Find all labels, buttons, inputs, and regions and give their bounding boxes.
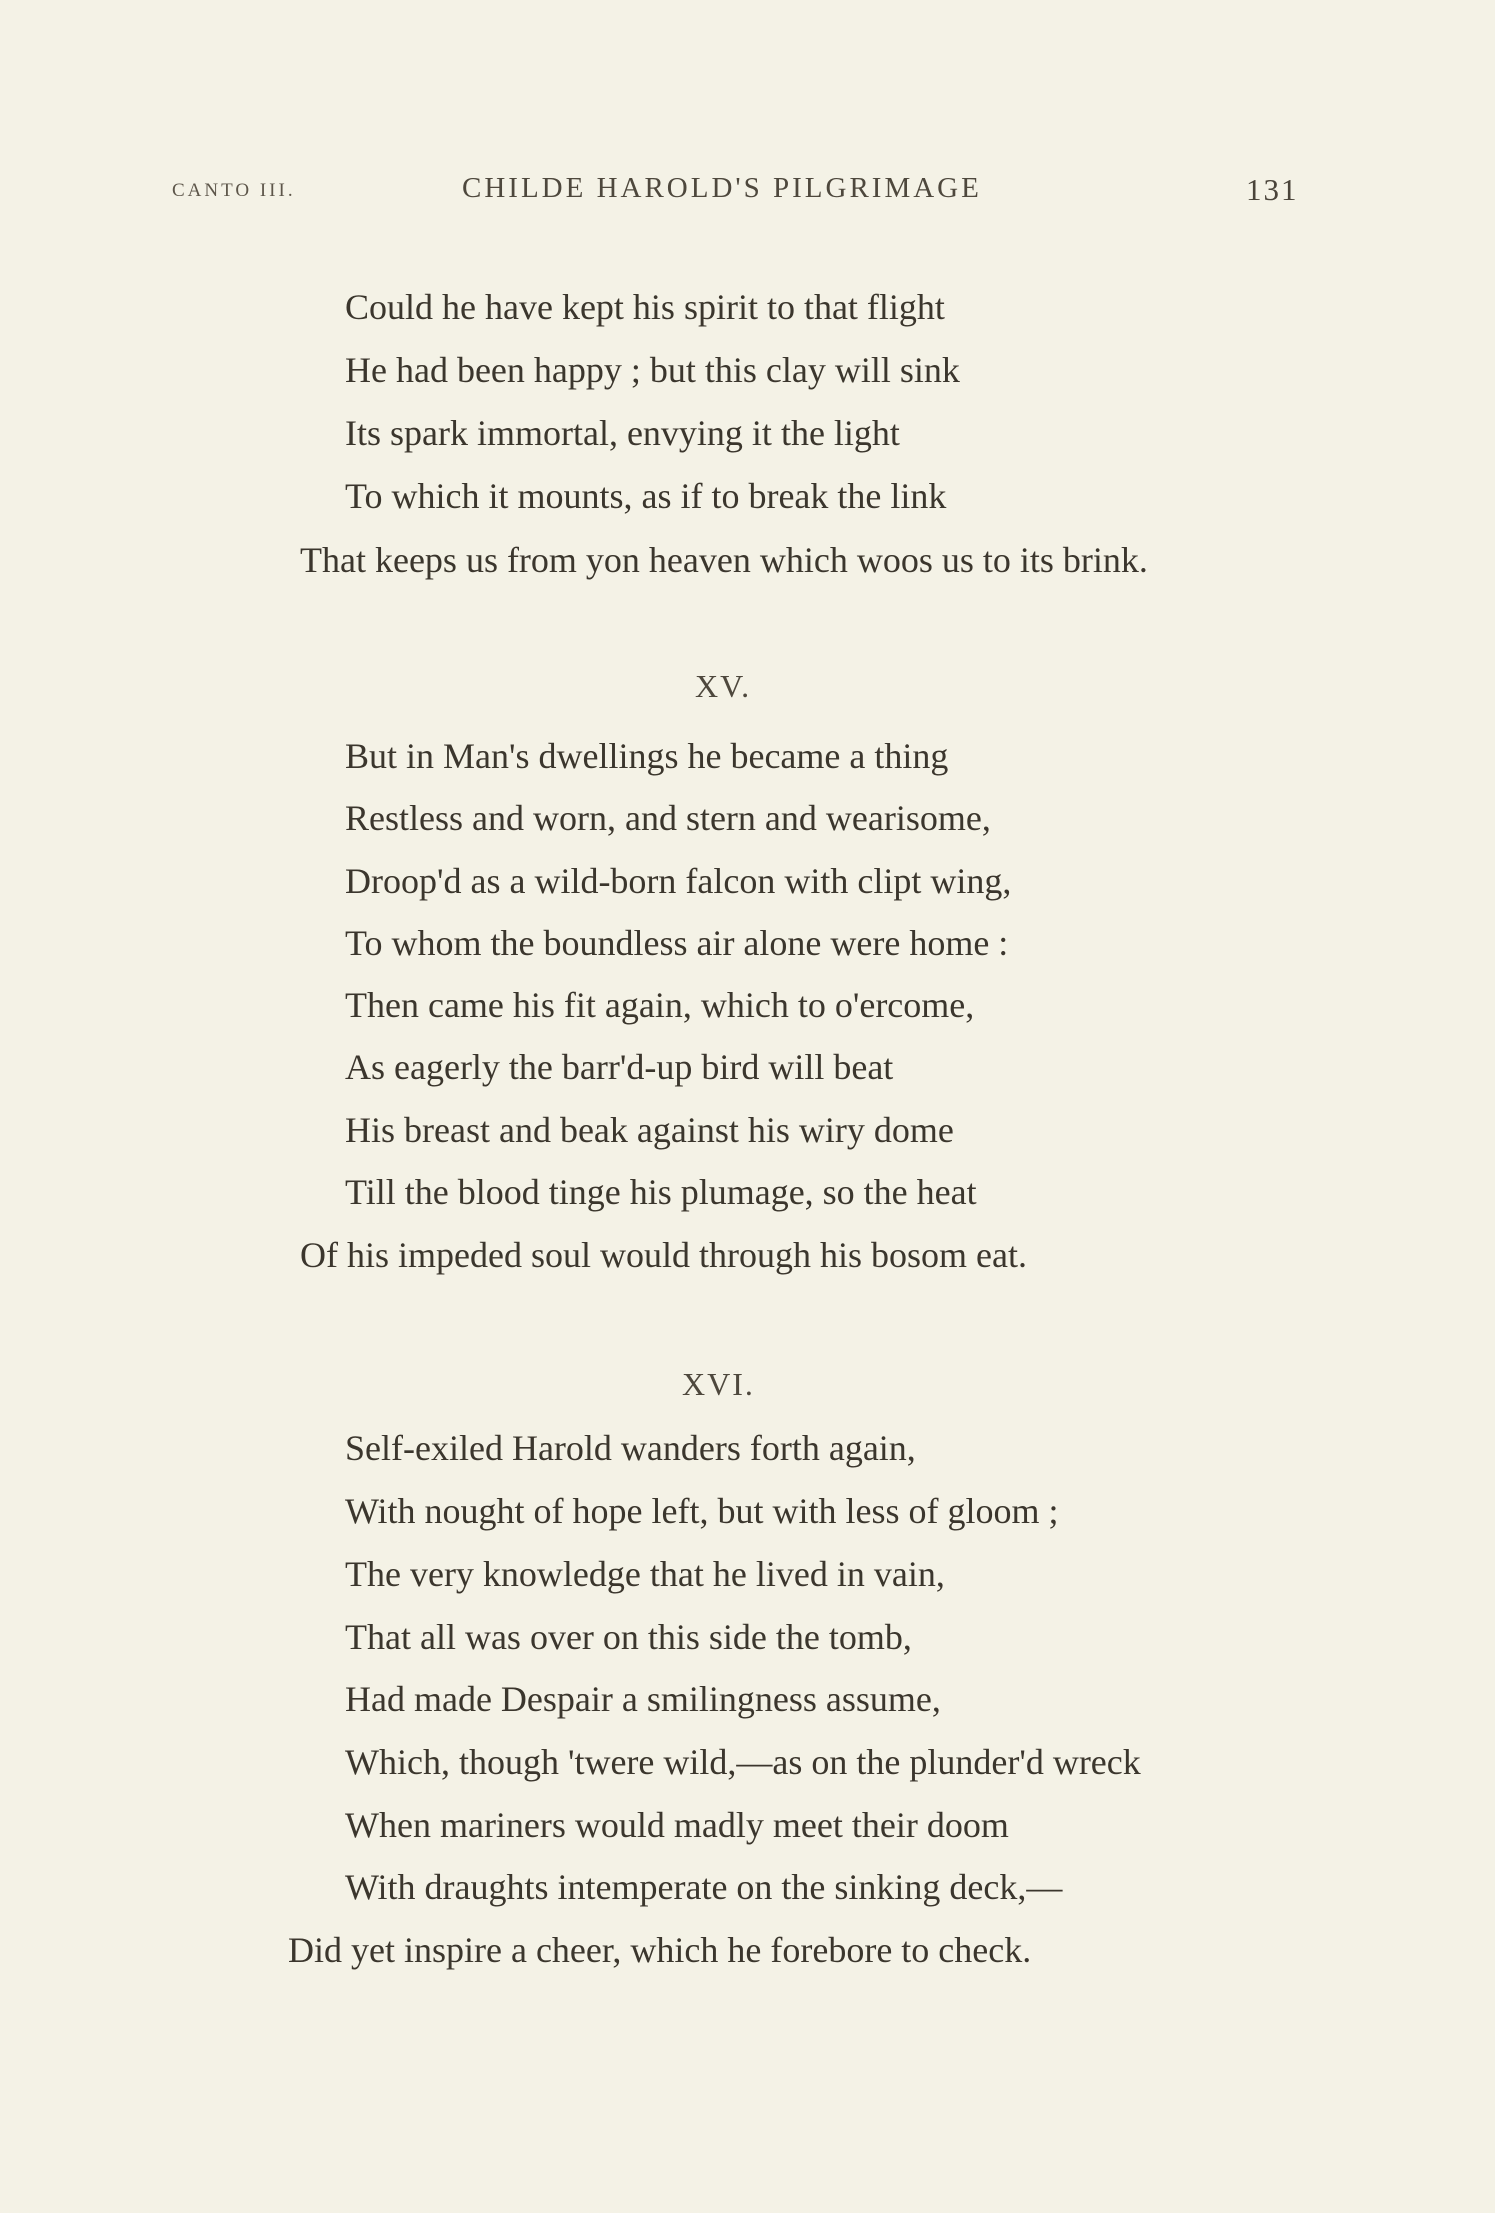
verse-line: Did yet inspire a cheer, which he forebore to check.	[288, 1930, 1032, 1970]
verse-line: The very knowledge that he lived in vain,	[345, 1554, 945, 1594]
verse-line: Droop'd as a wild-born falcon with clipt wing,	[345, 861, 1012, 901]
verse-line: Till the blood tinge his plumage, so the heat	[345, 1172, 977, 1212]
verse-line: That all was over on this side the tomb,	[345, 1617, 912, 1657]
verse-line: With nought of hope left, but with less of gloom ;	[345, 1491, 1059, 1531]
canto-label: CANTO III.	[172, 180, 296, 201]
verse-line: Could he have kept his spirit to that flight	[345, 287, 945, 327]
verse-line: When mariners would madly meet their doom	[345, 1805, 1009, 1845]
verse-line: Restless and worn, and stern and wearisome,	[345, 798, 991, 838]
verse-line: His breast and beak against his wiry dome	[345, 1110, 954, 1150]
verse-line: To whom the boundless air alone were home :	[345, 923, 1009, 963]
verse-line: Self-exiled Harold wanders forth again,	[345, 1428, 916, 1468]
stanza-number: XV.	[695, 668, 752, 704]
verse-line: With draughts intemperate on the sinking deck,—	[345, 1867, 1063, 1907]
running-title: CHILDE HAROLD'S PILGRIMAGE	[462, 172, 982, 204]
verse-line: Which, though 'twere wild,—as on the plunder'd wreck	[345, 1742, 1141, 1782]
verse-line: To which it mounts, as if to break the link	[345, 476, 947, 516]
verse-line: As eagerly the barr'd-up bird will beat	[345, 1047, 894, 1087]
verse-line: That keeps us from yon heaven which woos us to its brink.	[300, 540, 1148, 580]
verse-line: Of his impeded soul would through his bosom eat.	[300, 1235, 1027, 1275]
verse-line: But in Man's dwellings he became a thing	[345, 736, 949, 776]
verse-line: He had been happy ; but this clay will sink	[345, 350, 960, 390]
verse-line: Had made Despair a smilingness assume,	[345, 1679, 941, 1719]
verse-line: Its spark immortal, envying it the light	[345, 413, 900, 453]
stanza-number: XVI.	[682, 1366, 755, 1402]
running-header	[0, 172, 1495, 222]
page-number: 131	[1246, 172, 1299, 207]
verse-line: Then came his fit again, which to o'ercome,	[345, 985, 975, 1025]
